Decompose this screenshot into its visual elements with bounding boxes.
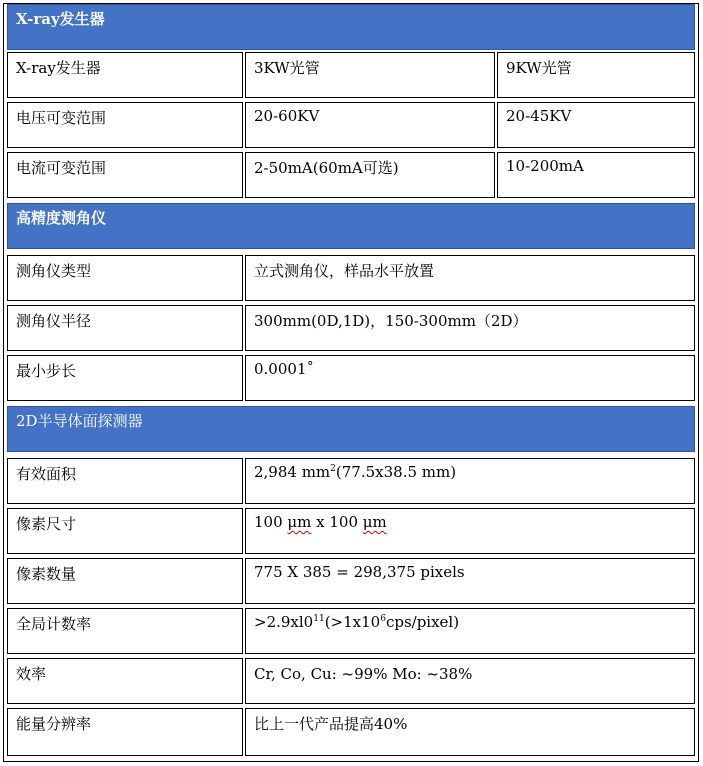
section-header-detector <box>7 406 695 452</box>
value-cell-9kw: 20-45KV <box>497 102 695 148</box>
row-label-cell: 能量分辨率 <box>7 708 243 756</box>
row-label-cell: 全局计数率 <box>7 608 243 654</box>
value-cell-9kw: 9KW光管 <box>497 52 695 98</box>
row-label-cell: 有效面积 <box>7 458 243 504</box>
value-cell: 100 μm x 100 μm <box>245 508 695 554</box>
value-cell: $>2.9xl0^{11}(>1x10^6cps/pixel)$ <box>245 608 695 654</box>
spec-table <box>3 3 699 762</box>
section-title: 高精度测角仪 <box>16 209 107 227</box>
value-cell-3kw: 3KW光管 <box>245 52 495 98</box>
value-cell-3kw: 20-60KV <box>245 102 495 148</box>
row-label-cell: 测角仪半径 <box>7 305 243 351</box>
row-label-cell: 像素尺寸 <box>7 508 243 554</box>
row-label-cell: X-ray发生器 <box>7 52 243 98</box>
value-cell: 立式测角仪，样品水平放置 <box>245 255 695 301</box>
row-label-cell: 像素数量 <box>7 558 243 604</box>
value-cell: 775 X 385 = 298,375 pixels <box>245 558 695 604</box>
value-cell-3kw: 2-50mA(60mA可选) <box>245 152 495 198</box>
row-label-cell: 电压可变范围 <box>7 102 243 148</box>
value-cell: Cr, Co, Cu: ~99% Mo: ~38% <box>245 658 695 704</box>
value-cell-9kw: 10-200mA <box>497 152 695 198</box>
section-header-xray <box>7 4 695 50</box>
value-cell: 2,984 $mm^2(77.5x38.5$ mm) <box>245 458 695 504</box>
value-cell: 300mm(0D,1D)，150-300mm（2D） <box>245 305 695 351</box>
table-row <box>7 708 695 756</box>
row-label-cell: 效率 <box>7 658 243 704</box>
row-label-cell: 电流可变范围 <box>7 152 243 198</box>
value-cell: 比上一代产品提高40% <box>245 708 695 756</box>
section-header-goniometer <box>7 203 695 249</box>
section-title: 2D半导体面探测器 <box>16 412 143 430</box>
row-label-cell: 最小步长 <box>7 355 243 401</box>
row-label-cell: 测角仪类型 <box>7 255 243 301</box>
section-title: X-ray发生器 <box>16 10 105 28</box>
value-cell: 0.0001˚ <box>245 355 695 401</box>
